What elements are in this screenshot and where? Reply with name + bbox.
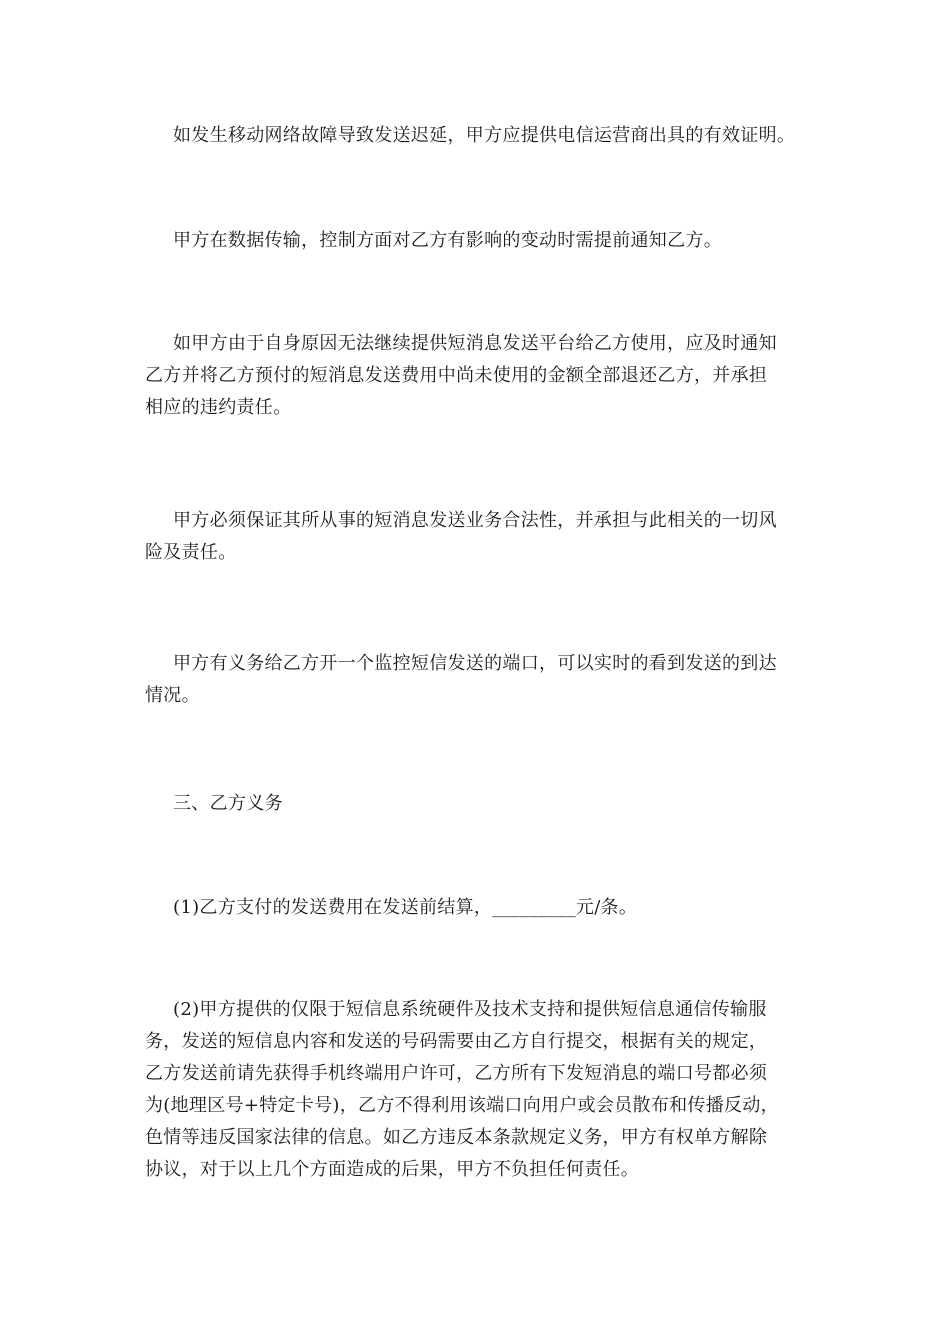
paragraph-line: 如发生移动网络故障导致发送迟延，甲方应提供电信运营商出具的有效证明。 (173, 125, 796, 146)
paragraph-line: 为(地理区号+特定卡号)，乙方不得利用该端口向用户或会员散布和传播反动， (145, 1095, 779, 1116)
paragraph-line: 色情等违反国家法律的信息。如乙方违反本条款规定义务，甲方有权单方解除 (145, 1127, 768, 1148)
paragraph-network-failure (145, 120, 825, 152)
paragraph-line: 情况。 (145, 685, 200, 706)
paragraph-monitor-port (145, 648, 825, 712)
paragraph-line: 务，发送的短信息内容和发送的号码需要由乙方自行提交，根据有关的规定， (145, 1031, 768, 1052)
paragraph-line: 甲方必须保证其所从事的短消息发送业务合法性，并承担与此相关的一切风 (173, 510, 777, 531)
paragraph-line: 甲方在数据传输，控制方面对乙方有影响的变动时需提前通知乙方。 (173, 230, 722, 251)
section-heading: 三、乙方义务 (173, 793, 283, 814)
clause-2-content-responsibility (145, 994, 825, 1186)
clause-1-fee-settlement (145, 892, 825, 924)
paragraph-notify-changes (145, 225, 825, 257)
paragraph-line: 乙方发送前请先获得手机终端用户许可，乙方所有下发短消息的端口号都必须 (145, 1063, 768, 1084)
paragraph-line: (2)甲方提供的仅限于短信息系统硬件及技术支持和提供短信息通信传输服 (173, 999, 767, 1020)
paragraph-line: 如甲方由于自身原因无法继续提供短消息发送平台给乙方使用，应及时通知 (173, 333, 777, 354)
section-heading-party-b-obligations (145, 788, 825, 820)
paragraph-line: 协议，对于以上几个方面造成的后果，甲方不负担任何责任。 (145, 1159, 640, 1180)
paragraph-line: 相应的违约责任。 (145, 397, 292, 418)
paragraph-legality (145, 505, 825, 569)
paragraph-line: (1)乙方支付的发送费用在发送前结算，_________元/条。 (173, 897, 638, 918)
paragraph-line: 乙方并将乙方预付的短消息发送费用中尚未使用的金额全部退还乙方，并承担 (145, 365, 768, 386)
paragraph-refund-liability (145, 328, 825, 424)
paragraph-line: 险及责任。 (145, 542, 237, 563)
paragraph-line: 甲方有义务给乙方开一个监控短信发送的端口，可以实时的看到发送的到达 (173, 653, 777, 674)
